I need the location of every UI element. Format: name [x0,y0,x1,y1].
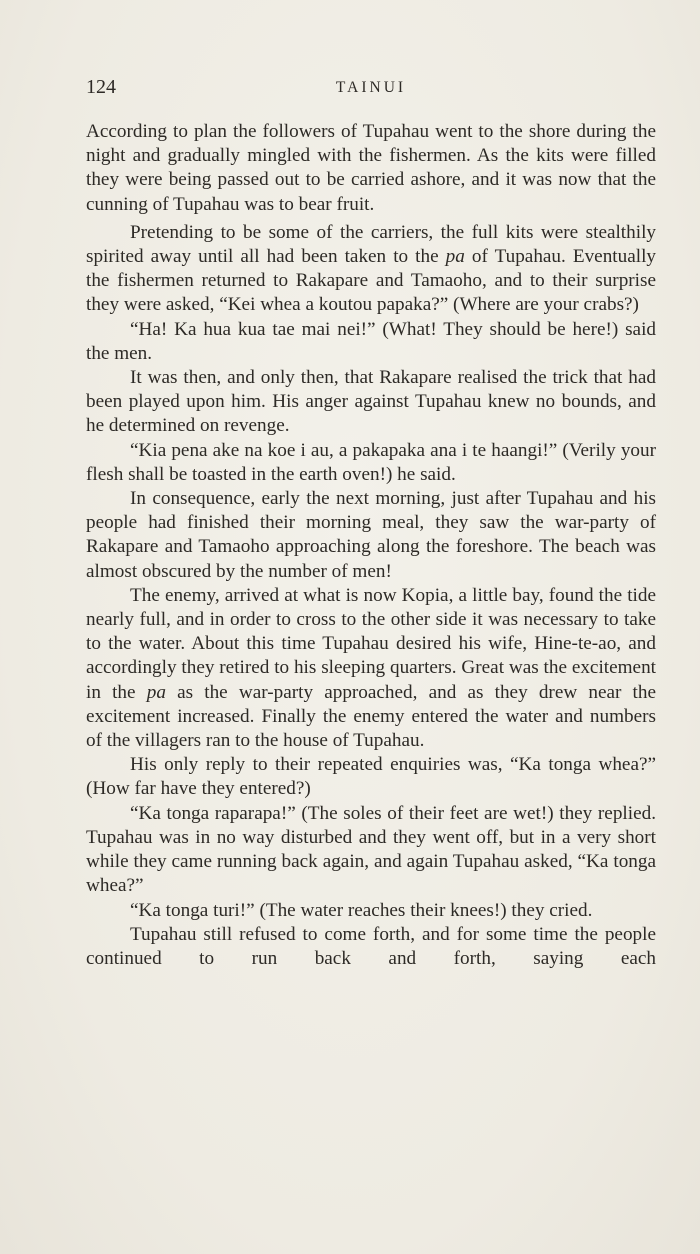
body-text [86,120,656,971]
paragraph: In consequence, early the next morning, just after Tupahau and his people had finished their morning meal, they saw the war-party of Rakapare and Tamaoho approaching along the foreshore. The beach was almost obscured by the number of men! [86,488,656,582]
paragraph: It was then, and only then, that Rakapare realised the trick that had been played upon him. His anger against Tupahau knew no bounds, and he determined on revenge. [86,367,656,437]
paragraph: Pretending to be some of the carriers, the full kits were stealthily spirited away until all had been taken to the pa of Tupahau. Eventually the fishermen returned to Rakapare and Tamaoho, and to their surprise they were asked, “Kei whea a koutou papaka?” (Where are your crabs?) [86,221,656,316]
paragraph: “Ha! Ka hua kua tae mai nei!” (What! They should be here!) said the men. [86,318,656,364]
paragraph: His only reply to their repeated enquiries was, “Ka tonga whea?” (How far have they entered?) [86,754,656,800]
paragraph: “Kia pena ake na koe i au, a pakapaka ana i te haangi!” (Verily your flesh shall be toasted in the earth oven!) he said. [86,439,656,485]
paragraph: Tupahau still refused to come forth, and for some time the people continued to run back and forth, saying each [86,923,656,969]
page-header [86,76,656,104]
page-number: 124 [86,76,116,98]
paragraph: According to plan the followers of Tupahau went to the shore during the night and gradually mingled with the fishermen. As the kits were filled they were being passed out to be carried ashore, and it was now that the cunning of Tupahau was to bear fruit. [86,121,656,215]
paragraph: “Ka tonga raparapa!” (The soles of their feet are wet!) they replied. Tupahau was in no way disturbed and they went off, but in a very short while they came running back again, and again Tupahau asked, “Ka tonga whea?” [86,802,656,897]
paragraph: The enemy, arrived at what is now Kopia, a little bay, found the tide nearly full, and in order to cross to the other side it was necessary to take to the water. About this time Tupahau desired his wife, Hine-te-ao, and accordingly they retired to his sleeping quarters. Great was the excitement in the pa as the war-party approached, and as they drew near the excitement increased. Finally the enemy entered the water and numbers of the villagers ran to the house of Tupahau. [86,584,656,752]
running-title: TAINUI [335,79,407,96]
paragraph: “Ka tonga turi!” (The water reaches their knees!) they cried. [130,899,593,921]
italic-term: pa [445,246,465,268]
italic-term: pa [146,681,166,703]
